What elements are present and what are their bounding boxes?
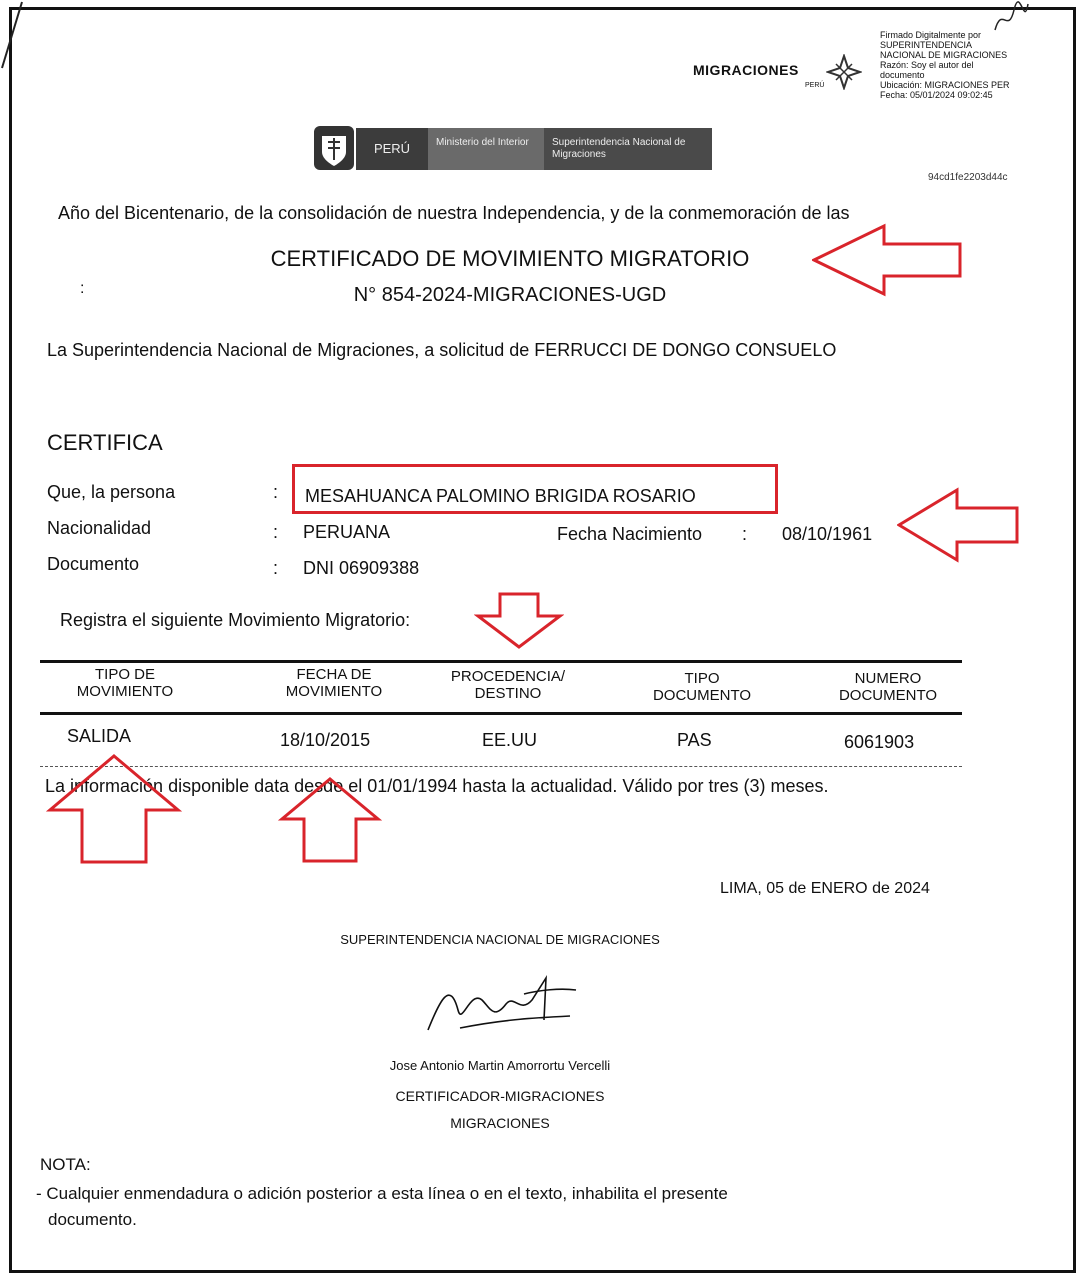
table-cell: 6061903 (844, 732, 915, 752)
table-header-cell (818, 670, 958, 704)
nota-line: documento. (48, 1210, 137, 1229)
colon: : (273, 522, 279, 542)
band-ministry: Ministerio del Interior (428, 128, 544, 170)
label-birth-date: Fecha Nacimiento (557, 524, 703, 544)
red-arrow-left-icon (897, 486, 1021, 564)
scan-mark-icon (0, 0, 30, 70)
band-peru: PERÚ (356, 128, 428, 170)
table-cell: PAS (677, 730, 712, 750)
table-header-rule (40, 712, 962, 715)
signature-line: Fecha: 05/01/2024 09:02:45 (880, 90, 993, 100)
header-line: MOVIMIENTO (76, 683, 174, 700)
signature-line: NACIONAL DE MIGRACIONES (880, 50, 1008, 60)
label-person: Que, la persona (47, 482, 176, 502)
brand-country: PERÚ (805, 82, 825, 89)
handwritten-signature (420, 970, 580, 1040)
red-arrow-down-icon (474, 592, 564, 650)
nota-line: - Cualquier enmendadura o adición posterior a esta línea o en el texto, inhabilita el presente (36, 1184, 728, 1203)
header-line: TIPO (684, 670, 720, 687)
colon: : (742, 524, 748, 544)
colon: : (273, 558, 279, 578)
intro-text: La Superintendencia Nacional de Migraciones, a solicitud de FERRUCCI DE DONGO CONSUELO (47, 340, 837, 360)
header-line: MOVIMIENTO (285, 683, 383, 700)
issuer: SUPERINTENDENCIA NACIONAL DE MIGRACIONES (340, 932, 660, 947)
info-note: La información disponible data desde el 01/01/1994 hasta la actualidad. Válido por tres (3) meses. (45, 776, 829, 796)
registry-intro: Registra el siguiente Movimiento Migratorio: (60, 610, 411, 630)
header-line: DOCUMENTO (838, 687, 938, 704)
nationality-value: PERUANA (303, 522, 391, 542)
brand-wordmark: MIGRACIONES (693, 62, 799, 78)
table-header-cell (432, 668, 584, 702)
signature-line: Ubicación: MIGRACIONES PER (880, 80, 1010, 90)
signature-line: Firmado Digitalmente por (880, 30, 982, 40)
birth-date-value: 08/10/1961 (782, 524, 873, 544)
person-name: MESAHUANCA PALOMINO BRIGIDA ROSARIO (305, 486, 696, 506)
table-top-rule (40, 660, 962, 663)
hash-code: 94cd1fe2203d44c (928, 172, 1008, 183)
government-band (356, 128, 712, 170)
label-document: Documento (47, 554, 140, 574)
nota-title: NOTA: (40, 1155, 91, 1174)
signatory-unit: MIGRACIONES (450, 1115, 550, 1131)
document-number: N° 854-2024-MIGRACIONES-UGD (353, 284, 667, 306)
header-line: NUMERO (854, 670, 922, 687)
table-cell: 18/10/2015 (280, 730, 371, 750)
header-line: TIPO DE (94, 666, 155, 683)
table-header-cell (60, 666, 190, 700)
label-nationality: Nacionalidad (47, 518, 152, 538)
signatory-role: CERTIFICADOR-MIGRACIONES (395, 1088, 605, 1104)
place-date: LIMA, 05 de ENERO de 2024 (720, 880, 930, 897)
year-motto: Año del Bicentenario, de la consolidación de nuestra Independencia, y de la conmemoración de las (58, 203, 850, 223)
red-arrow-up-icon (46, 752, 182, 866)
red-arrow-up-icon (278, 775, 382, 865)
signature-line: SUPERINTENDENCIA (880, 40, 973, 50)
header-line: DESTINO (474, 685, 542, 702)
signature-line: Razón: Soy el autor del (880, 60, 974, 70)
colon: : (273, 482, 279, 502)
migraciones-logo-icon (826, 54, 862, 90)
certifica-heading: CERTIFICA (47, 430, 163, 455)
header-line: DOCUMENTO (652, 687, 752, 704)
table-header-cell (266, 666, 402, 700)
document-title: CERTIFICADO DE MOVIMIENTO MIGRATORIO (270, 246, 750, 271)
signature-line: documento (880, 70, 925, 80)
table-cell: SALIDA (67, 726, 132, 746)
header-line: PROCEDENCIA/ (450, 668, 566, 685)
stray-dot: : (80, 280, 85, 297)
table-cell: EE.UU (482, 730, 538, 750)
document-value: DNI 06909388 (303, 558, 420, 578)
peru-coat-of-arms-icon (312, 124, 356, 172)
signature-scribble-icon (990, 0, 1030, 40)
band-agency: Superintendencia Nacional de Migraciones (544, 128, 712, 170)
signatory-name: Jose Antonio Martin Amorrortu Vercelli (389, 1058, 611, 1073)
digital-signature-block (880, 30, 1010, 100)
table-header-cell (632, 670, 772, 704)
red-arrow-left-icon (812, 222, 964, 298)
header-line: FECHA DE (296, 666, 372, 683)
